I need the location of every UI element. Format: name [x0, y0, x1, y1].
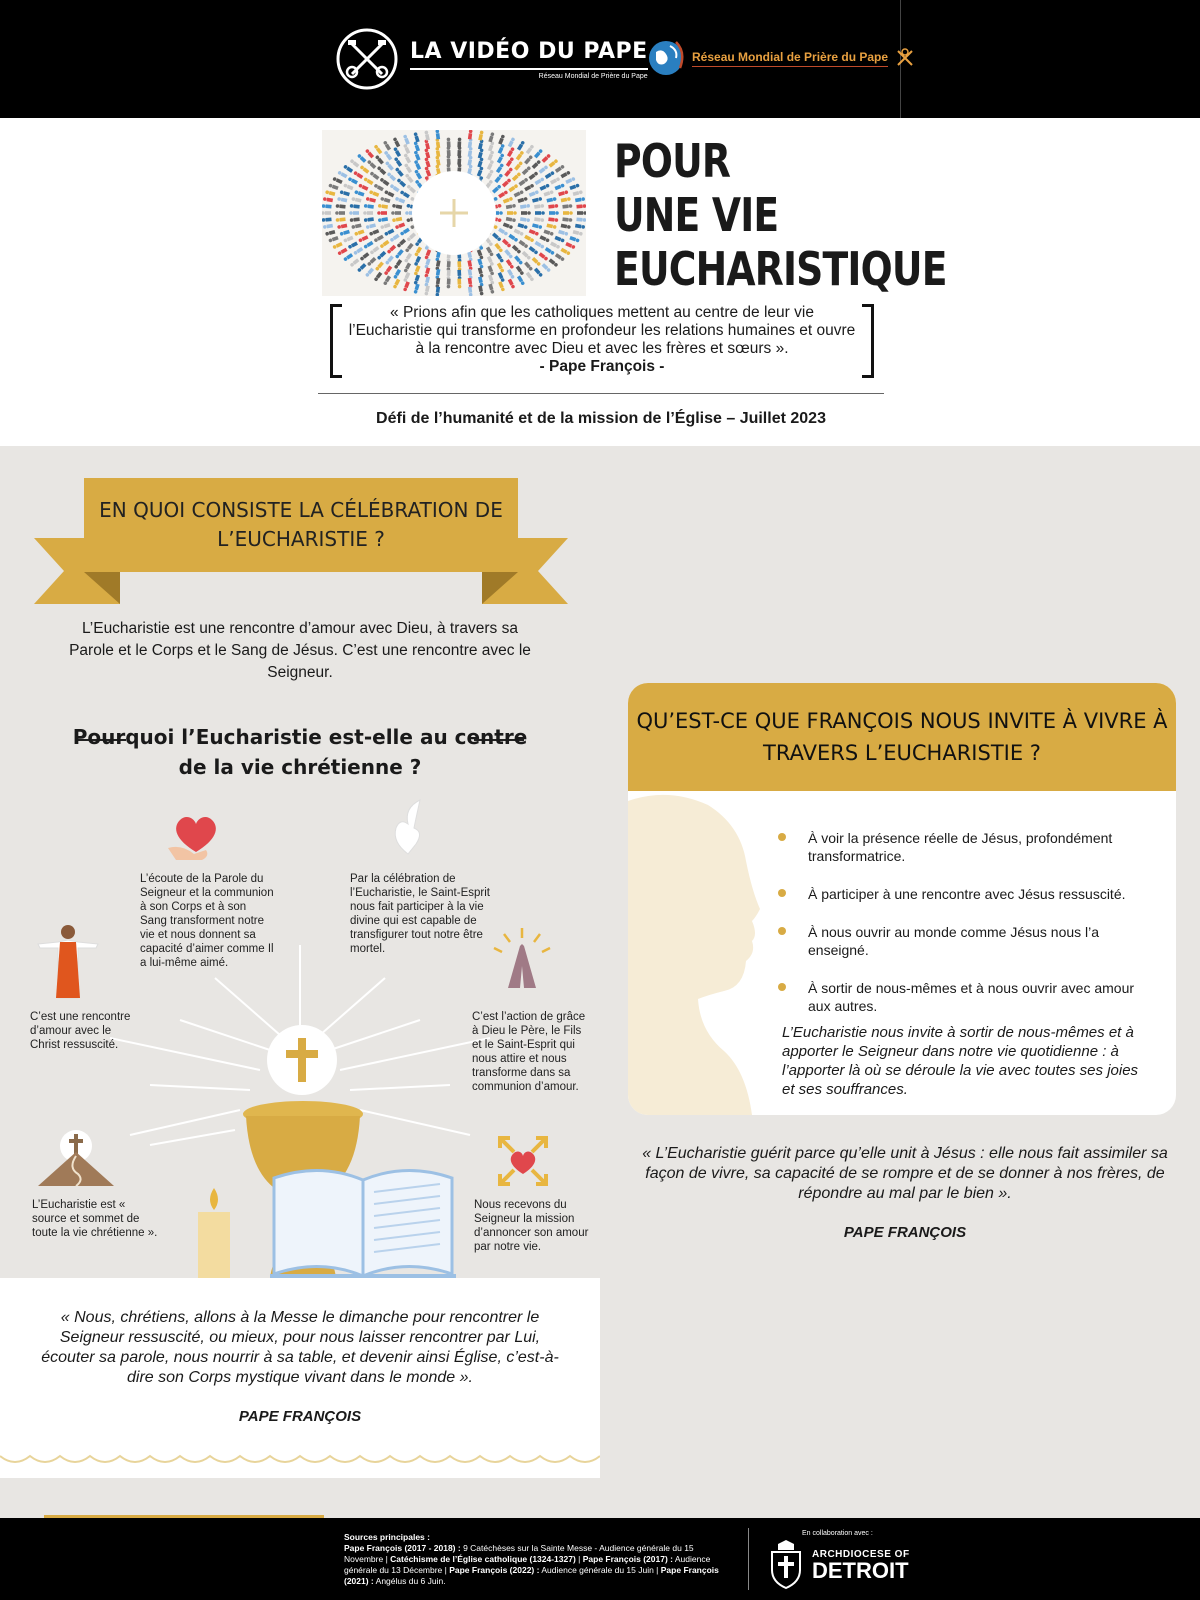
- person-figure: [447, 155, 451, 165]
- person-figure: [447, 270, 451, 280]
- quote-text: « Prions afin que les catholiques mettent au centre de leur vie l’Eucharistie qui transforme en profondeur les relations humaines et ouvre à la rencontre avec Dieu et avec les frères et sœurs ».: [348, 304, 856, 357]
- card-note: L’Eucharistie nous invite à sortir de nous-mêmes et à apporter le Seigneur dans notre vie quotidienne : à l’apporter là où se déroule la vie avec toutes ses joies et ses souffrances.: [782, 1024, 1139, 1098]
- left-quote-text: « Nous, chrétiens, allons à la Messe le dimanche pour rencontrer le Seigneur ressuscité, ou mieux, pour nous laisser rencontrer par Lui, écouter sa parole, nous nourrir à sa table, et devenir ainsi Église, c’est-à-dire son Corps mystique vivant dans le monde ».: [41, 1309, 559, 1386]
- pope-silhouette-illustration: [628, 791, 798, 1115]
- bullet-dot: [778, 983, 786, 991]
- note-dove: Par la célébration de l’Eucharistie, le Saint-Esprit nous fait participer à la vie divine qui est capable de transfigurer tout notre être mortel.: [350, 873, 490, 955]
- title-line-1: POUR: [614, 134, 731, 188]
- heart-in-hand-icon: [166, 812, 226, 862]
- person-figure: [447, 261, 451, 271]
- la-video-du-pape-logo: [336, 28, 648, 90]
- person-figure: [457, 279, 461, 289]
- person-figure: [322, 211, 331, 215]
- arch-line-2: DETROIT: [812, 1557, 909, 1583]
- right-bracket: [862, 304, 874, 378]
- title-line-2: UNE VIE: [614, 188, 779, 242]
- source-label: Catéchisme de l’Église catholique (1324-1327): [390, 1554, 576, 1564]
- person-figure: [377, 211, 387, 215]
- note-christ: C’est une rencontre d’amour avec le Christ ressuscité.: [30, 1011, 131, 1051]
- dove-icon: [386, 798, 430, 860]
- why-heading: Pourquoi l’Eucharistie est-elle au centre de la vie chrétienne ?: [72, 725, 528, 779]
- list-item: À participer à une rencontre avec Jésus ressuscité.: [778, 885, 1158, 903]
- right-quote-author: PAPE FRANÇOIS: [843, 1224, 967, 1241]
- candle-icon: [196, 1186, 232, 1278]
- person-figure: [447, 146, 451, 156]
- list-item: À sortir de nous-mêmes et à nous ouvrir avec amour aux autres.: [778, 979, 1158, 1015]
- person-figure: [335, 211, 345, 215]
- person-figure: [563, 211, 573, 215]
- source-label: Pape François (2022) :: [449, 1565, 540, 1575]
- person-figure: [457, 261, 461, 271]
- person-figure: [447, 138, 451, 148]
- source-text: Audience générale du 13 Décembre |: [344, 1554, 711, 1575]
- card-title: QU’EST-CE QUE FRANÇOIS NOUS INVITE À VIVRE À TRAVERS L’EUCHARISTIE ?: [636, 709, 1168, 765]
- reseau-mondial-logo: [646, 38, 916, 78]
- bullet-dot: [778, 889, 786, 897]
- challenge-subtitle: Défi de l’humanité et de la mission de l’Église – Juillet 2023: [376, 410, 826, 427]
- praying-hands-icon: [490, 926, 554, 996]
- title-section: [0, 118, 1200, 446]
- people-circle-illustration: [322, 130, 586, 296]
- open-bible-icon: [270, 1158, 456, 1278]
- person-figure: [447, 279, 451, 289]
- person-figure: [457, 146, 461, 156]
- source-text: Audience générale du 15 Juin |: [539, 1565, 661, 1575]
- person-figure: [391, 211, 401, 215]
- banner-title: EN QUOI CONSISTE LA CÉLÉBRATION DE L’EUCHARISTIE ?: [99, 498, 503, 551]
- source-label: Pape François (2017) :: [582, 1554, 673, 1564]
- top-header: [0, 0, 1200, 118]
- person-figure: [507, 211, 517, 215]
- scalloped-edge: [0, 1446, 600, 1480]
- bullet-dot: [778, 833, 786, 841]
- person-figure: [349, 211, 359, 215]
- note-mission: Nous recevons du Seigneur la mission d’annoncer son amour par notre vie.: [474, 1199, 589, 1253]
- logo2-title: Réseau Mondial de Prière du Pape: [692, 50, 888, 67]
- logo1-subtitle: Réseau Mondial de Prière du Pape: [538, 72, 648, 80]
- person-figure: [457, 270, 461, 280]
- left-quote-author: PAPE FRANÇOIS: [238, 1408, 362, 1425]
- sources-label: Sources principales :: [344, 1532, 430, 1542]
- person-figure: [457, 138, 461, 148]
- note-mountain: L’Eucharistie est « source et sommet de toute la vie chrétienne ».: [32, 1199, 158, 1239]
- archdiocese-detroit-logo: [766, 1540, 910, 1590]
- papal-keys-icon: [894, 47, 916, 69]
- title-line-3: EUCHARISTIQUE: [614, 242, 947, 296]
- prayer-intention-quote: [330, 304, 874, 378]
- host-cross-icon: [266, 1024, 338, 1096]
- note-heart: L’écoute de la Parole du Seigneur et la communion à son Corps et à son Sang transforment notre vie et nous donnent sa capacité d’aimer comme Il a lui-même aimé.: [140, 873, 274, 969]
- list-item: À voir la présence réelle de Jésus, profondément transformatrice.: [778, 829, 1158, 865]
- person-figure: [363, 211, 373, 215]
- note-hands: C’est l’action de grâce à Dieu le Père, le Fils et le Saint-Esprit qui nous attire et nous transforme dans sa communion d’amour.: [472, 1011, 586, 1093]
- footer-gold-line: [44, 1515, 324, 1518]
- right-quote-text: « L’Eucharistie guérit parce qu’elle unit à Jésus : elle nous fait assimiler sa façon de vivre, sa capacité de se rompre et de se donner à nos frères, de répondre au mal par le bien ».: [642, 1145, 1168, 1202]
- source-text: Angélus du 6 Juin.: [373, 1576, 446, 1586]
- person-figure: [577, 211, 586, 215]
- source-label: Pape François (2017 - 2018) :: [344, 1543, 461, 1553]
- invitation-card: [628, 683, 1176, 1115]
- eucharist-intro: L’Eucharistie est une rencontre d’amour avec Dieu, à travers sa Parole et le Corps et le Sang de Jésus. C’est une rencontre avec le Seigneur.: [69, 620, 531, 681]
- main-title: [614, 134, 947, 296]
- archdiocese-crest-icon: [766, 1540, 806, 1590]
- invitation-list: [778, 829, 1158, 1035]
- wave-fill: [0, 1446, 600, 1473]
- source-text: 9 Catéchèses sur la Sainte Messe - Audience générale du 15 Novembre |: [344, 1543, 694, 1564]
- collaboration-label: En collaboration avec :: [802, 1530, 873, 1537]
- source-separator: |: [575, 1554, 583, 1564]
- quote-author: - Pape François -: [539, 358, 665, 375]
- bullet-dot: [778, 927, 786, 935]
- person-figure: [457, 155, 461, 165]
- person-figure: [549, 211, 559, 215]
- risen-christ-icon: [36, 924, 100, 1000]
- title-divider: [318, 393, 884, 394]
- list-item: À nous ouvrir au monde comme Jésus nous l’a enseigné.: [778, 923, 1158, 959]
- heart-arrows-icon: [496, 1134, 550, 1188]
- globe-icon: [646, 38, 686, 78]
- mountain-cross-icon: [38, 1128, 114, 1186]
- footer: [0, 1518, 1200, 1600]
- source-label: Pape François (2021) :: [344, 1565, 719, 1586]
- crossed-keys-icon: [336, 28, 398, 90]
- sources-text: [344, 1532, 734, 1587]
- left-bracket: [330, 304, 342, 378]
- logo1-title: LA VIDÉO DU PAPE: [410, 39, 648, 70]
- arch-line-1: ARCHDIOCESE OF: [812, 1548, 910, 1560]
- cross-horizontal: [440, 212, 468, 215]
- person-figure: [521, 211, 531, 215]
- person-figure: [535, 211, 545, 215]
- footer-divider: [748, 1528, 749, 1590]
